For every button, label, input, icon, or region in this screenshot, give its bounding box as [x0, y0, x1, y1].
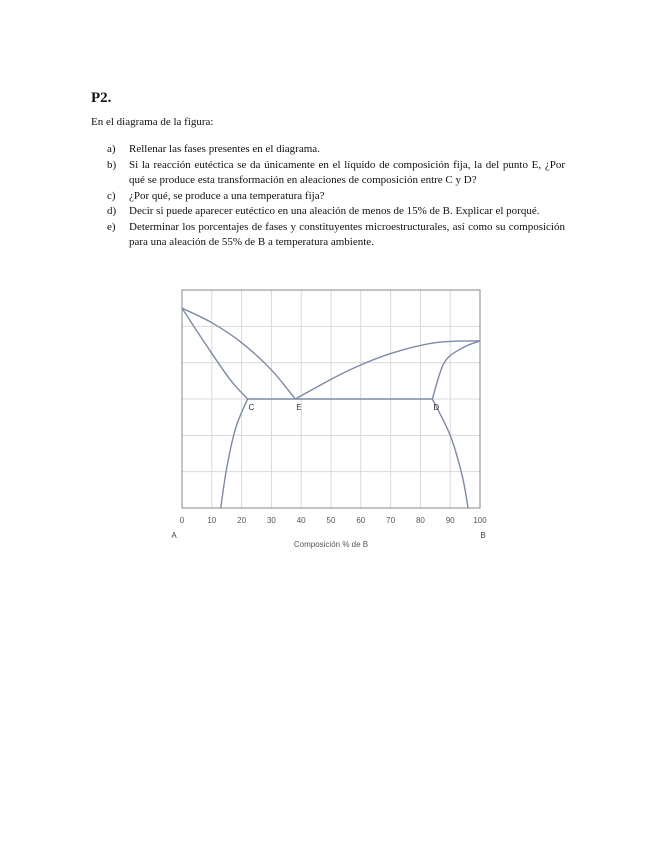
question-text: Decir si puede aparecer eutéctico en una aleación de menos de 15% de B. Explicar el porqué. — [129, 205, 540, 217]
question-letter: a) — [107, 143, 116, 155]
point-label-D: D — [433, 403, 440, 412]
question-letter: e) — [107, 220, 116, 233]
x-axis-title: Composición % de B — [293, 540, 369, 549]
x-tick-label: 0 — [179, 516, 185, 525]
x-tick-label: 100 — [473, 516, 487, 525]
point-label-C: C — [248, 403, 255, 412]
problem-intro: En el diagrama de la figura: — [91, 116, 214, 128]
phase-boundary-solidus-B — [432, 341, 480, 399]
phase-diagram-figure — [160, 285, 500, 560]
problem-heading: P2. — [91, 90, 112, 106]
x-tick-label: 40 — [296, 516, 306, 525]
phase-boundary-liquidus-B — [295, 341, 480, 399]
x-tick-label: 70 — [386, 516, 396, 525]
question-a — [107, 142, 565, 158]
x-tick-label: 10 — [207, 516, 217, 525]
x-tick-label: 90 — [445, 516, 455, 525]
question-c — [107, 189, 565, 205]
question-d — [107, 204, 565, 220]
x-tick-label: 50 — [326, 516, 336, 525]
x-tick-label: 20 — [237, 516, 247, 525]
question-letter: d) — [107, 205, 117, 217]
question-text: ¿Por qué, se produce a una temperatura fija? — [129, 189, 325, 202]
x-tick-label: 60 — [356, 516, 366, 525]
question-letter: c) — [107, 189, 116, 202]
x-tick-label: 30 — [266, 516, 276, 525]
question-text: Rellenar las fases presentes en el diagrama. — [129, 143, 320, 155]
x-endpoint-label-right: B — [480, 531, 486, 540]
phase-diagram-chart — [160, 285, 500, 555]
question-text: Si la reacción eutéctica se da únicamente en el líquido de composición fija, la del punto E, ¿Por qué se produce esta transformación en aleaciones de composición entre C y D? — [129, 158, 565, 186]
phase-boundary-solvus-A — [221, 399, 248, 508]
phase-boundary-liquidus-A — [182, 308, 295, 399]
question-e — [107, 220, 565, 251]
question-text: Determinar los porcentajes de fases y constituyentes microestructurales, así como su composición para una aleación de 55% de B a temperatura ambiente. — [129, 220, 565, 248]
question-b — [107, 158, 565, 189]
question-letter: b) — [107, 158, 117, 171]
phase-boundary-solidus-A — [182, 308, 248, 399]
question-list — [107, 142, 565, 251]
x-endpoint-label-left: A — [171, 531, 177, 540]
point-label-E: E — [296, 403, 302, 412]
x-tick-label: 80 — [415, 516, 425, 525]
